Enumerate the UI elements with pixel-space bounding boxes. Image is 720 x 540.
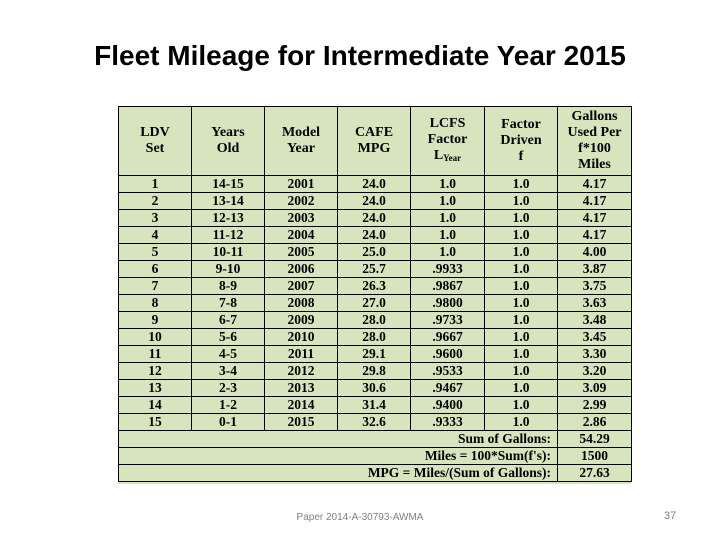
table-cell: 1-2 (192, 397, 265, 414)
table-cell: 28.0 (338, 329, 411, 346)
fleet-mileage-table (118, 106, 632, 482)
table-cell: 4 (119, 227, 192, 244)
header-line: f*100 (578, 141, 611, 156)
table-cell: 11-12 (192, 227, 265, 244)
summary-value: 27.63 (558, 465, 632, 482)
header-line: Year (287, 141, 315, 156)
table-cell: 2006 (265, 261, 338, 278)
model-year-header (265, 107, 338, 176)
table-cell: 4.17 (558, 227, 632, 244)
summary-label: MPG = Miles/(Sum of Gallons): (119, 465, 558, 482)
table-cell: 5-6 (192, 329, 265, 346)
table-cell: 1.0 (485, 414, 558, 431)
table-row (119, 329, 632, 346)
table-cell: 12 (119, 363, 192, 380)
table-cell: 2002 (265, 193, 338, 210)
table-cell: 4.17 (558, 210, 632, 227)
header-line: f (518, 149, 524, 164)
header-line: Miles (578, 157, 611, 172)
table-cell: .9800 (411, 295, 485, 312)
summary-row (119, 431, 632, 448)
table-cell: 2010 (265, 329, 338, 346)
table-cell: 25.7 (338, 261, 411, 278)
table-row (119, 176, 632, 193)
header-line: LDV (140, 125, 170, 140)
table-cell: 3.30 (558, 346, 632, 363)
table-cell: 3-4 (192, 363, 265, 380)
summary-value: 54.29 (558, 431, 632, 448)
table-cell: 29.1 (338, 346, 411, 363)
table-row (119, 346, 632, 363)
summary-value: 1500 (558, 448, 632, 465)
table-row (119, 380, 632, 397)
table-cell: .9667 (411, 329, 485, 346)
table-cell: 6-7 (192, 312, 265, 329)
table-cell: 1.0 (485, 261, 558, 278)
slide-title: Fleet Mileage for Intermediate Year 2015 (94, 40, 626, 71)
table-cell: 3.63 (558, 295, 632, 312)
table-cell: 30.6 (338, 380, 411, 397)
table-cell: 2001 (265, 176, 338, 193)
table-cell: 11 (119, 346, 192, 363)
table-cell: 2013 (265, 380, 338, 397)
header-line: Used Per (567, 125, 622, 140)
table-cell: 3.75 (558, 278, 632, 295)
table-cell: 7-8 (192, 295, 265, 312)
table-cell: 12-13 (192, 210, 265, 227)
table-cell: 1.0 (485, 278, 558, 295)
table-cell: 15 (119, 414, 192, 431)
table-cell: 2.99 (558, 397, 632, 414)
table-cell: 5 (119, 244, 192, 261)
table-cell: 2 (119, 193, 192, 210)
table-cell: 3 (119, 210, 192, 227)
factor-driven-header (485, 107, 558, 176)
table-cell: 2004 (265, 227, 338, 244)
table-cell: 6 (119, 261, 192, 278)
table-row (119, 227, 632, 244)
table-cell: 2.86 (558, 414, 632, 431)
table-cell: 8-9 (192, 278, 265, 295)
table-cell: .9467 (411, 380, 485, 397)
table-row (119, 363, 632, 380)
table-cell: 10-11 (192, 244, 265, 261)
table-row (119, 193, 632, 210)
table-cell: 3.20 (558, 363, 632, 380)
header-line: Driven (500, 133, 542, 148)
table-cell: 24.0 (338, 176, 411, 193)
gallons-used-header (558, 107, 632, 176)
summary-label: Miles = 100*Sum(f's): (119, 448, 558, 465)
summary-row (119, 465, 632, 482)
table-cell: 2009 (265, 312, 338, 329)
table-cell: 2012 (265, 363, 338, 380)
table-row (119, 414, 632, 431)
lcfs-factor-header (411, 107, 485, 176)
header-line: Years (211, 125, 245, 140)
table-cell: 4-5 (192, 346, 265, 363)
table-cell: 1.0 (485, 193, 558, 210)
table-cell: 4.17 (558, 176, 632, 193)
table-cell: 29.8 (338, 363, 411, 380)
header-line: LCFS (429, 116, 466, 131)
header-line: Factor (427, 132, 468, 147)
table-cell: 1.0 (485, 312, 558, 329)
table-cell: 2008 (265, 295, 338, 312)
table-cell: 2014 (265, 397, 338, 414)
summary-label: Sum of Gallons: (119, 431, 558, 448)
table-cell: 1.0 (485, 210, 558, 227)
header-line: Factor (501, 117, 541, 132)
header-line: Set (145, 141, 165, 156)
header-line: MPG (357, 141, 391, 156)
table-cell: 3.45 (558, 329, 632, 346)
table-cell: 3.87 (558, 261, 632, 278)
table-cell: 0-1 (192, 414, 265, 431)
table-cell: 4.17 (558, 193, 632, 210)
table-cell: 2015 (265, 414, 338, 431)
table-cell: 1.0 (485, 363, 558, 380)
lcfs-subscript: Year (443, 153, 462, 163)
table-row (119, 312, 632, 329)
header-line: Model (281, 125, 321, 140)
table-cell: 2-3 (192, 380, 265, 397)
cafe-mpg-header (338, 107, 411, 176)
table-cell: 3.09 (558, 380, 632, 397)
table-cell: 27.0 (338, 295, 411, 312)
years-old-header (192, 107, 265, 176)
table-cell: 1.0 (485, 176, 558, 193)
table-row (119, 261, 632, 278)
table-cell: 1.0 (485, 244, 558, 261)
header-line: L (433, 148, 444, 163)
ldv-set-header (119, 107, 192, 176)
table-row (119, 244, 632, 261)
table-cell: .9933 (411, 261, 485, 278)
table-cell: 24.0 (338, 210, 411, 227)
fleet-mileage-table-container (118, 106, 631, 484)
table-row (119, 397, 632, 414)
table-cell: 8 (119, 295, 192, 312)
table-cell: .9533 (411, 363, 485, 380)
table-cell: .9867 (411, 278, 485, 295)
table-cell: 1.0 (411, 210, 485, 227)
table-cell: 24.0 (338, 227, 411, 244)
header-row (119, 107, 632, 176)
table-cell: 14-15 (192, 176, 265, 193)
header-line: Old (216, 141, 240, 156)
table-row (119, 210, 632, 227)
table-body (119, 176, 632, 482)
table-cell: 7 (119, 278, 192, 295)
table-cell: 1.0 (485, 346, 558, 363)
table-cell: 2011 (265, 346, 338, 363)
table-cell: 10 (119, 329, 192, 346)
table-cell: 2003 (265, 210, 338, 227)
page-number: 37 (664, 510, 677, 522)
table-cell: 25.0 (338, 244, 411, 261)
table-cell: 24.0 (338, 193, 411, 210)
footer-citation: Paper 2014-A-30793-AWMA (296, 512, 424, 523)
table-cell: 1.0 (485, 295, 558, 312)
table-cell: .9400 (411, 397, 485, 414)
table-cell: 1.0 (485, 329, 558, 346)
table-row (119, 295, 632, 312)
table-cell: .9333 (411, 414, 485, 431)
table-cell: 31.4 (338, 397, 411, 414)
table-cell: 14 (119, 397, 192, 414)
table-cell: 9 (119, 312, 192, 329)
table-row (119, 278, 632, 295)
table-cell: 2005 (265, 244, 338, 261)
table-cell: 1 (119, 176, 192, 193)
table-cell: 1.0 (411, 176, 485, 193)
table-cell: 26.3 (338, 278, 411, 295)
table-cell: 28.0 (338, 312, 411, 329)
table-cell: 32.6 (338, 414, 411, 431)
table-cell: 13-14 (192, 193, 265, 210)
table-cell: 13 (119, 380, 192, 397)
table-cell: 9-10 (192, 261, 265, 278)
table-cell: 1.0 (411, 227, 485, 244)
summary-row (119, 448, 632, 465)
header-line: Gallons (571, 109, 618, 124)
header-line: CAFE (354, 125, 394, 140)
table-cell: 1.0 (411, 193, 485, 210)
table-cell: 1.0 (485, 227, 558, 244)
table-cell: 1.0 (485, 380, 558, 397)
table-cell: .9600 (411, 346, 485, 363)
table-cell: 1.0 (485, 397, 558, 414)
table-cell: .9733 (411, 312, 485, 329)
table-cell: 1.0 (411, 244, 485, 261)
table-cell: 2007 (265, 278, 338, 295)
table-cell: 3.48 (558, 312, 632, 329)
table-cell: 4.00 (558, 244, 632, 261)
